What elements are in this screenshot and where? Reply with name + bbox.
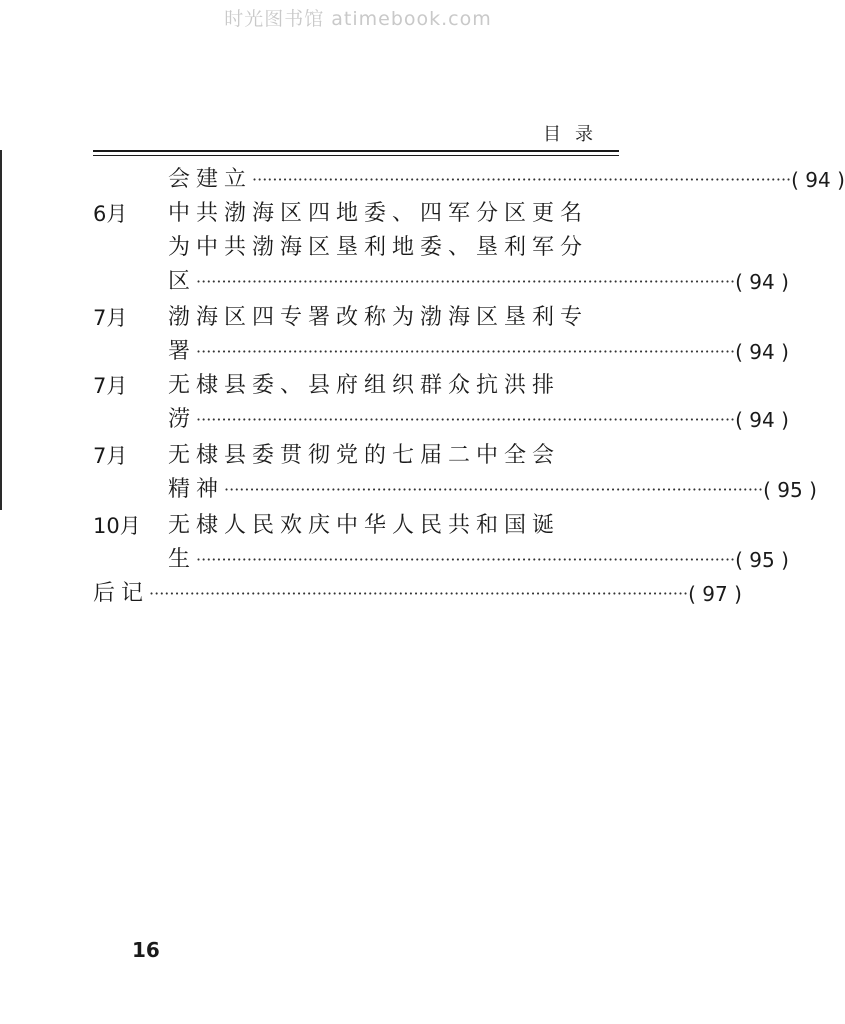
toc-entry-text: 无棣县委贯彻党的七届二中全会 [168, 443, 561, 468]
toc-entry-text: 精神 [168, 477, 225, 502]
toc-entry-last-line [168, 402, 789, 438]
dot-leader: ·········································································································· [149, 584, 689, 603]
toc-line [0, 334, 789, 370]
toc-page-number: ( 95 ) [735, 548, 789, 572]
toc-line [0, 576, 742, 612]
dot-leader: ·········································································································· [196, 550, 736, 569]
dot-leader: ·········································································································· [196, 342, 736, 361]
toc-entry-text: 后记 [93, 581, 150, 606]
toc-entry-text: 无棣人民欢庆中华人民共和国诞 [168, 513, 561, 538]
toc-page-number: ( 95 ) [763, 478, 817, 502]
toc-line [0, 196, 716, 232]
toc-page-number: ( 94 ) [735, 270, 789, 294]
toc-page-number: ( 94 ) [791, 168, 845, 192]
toc-page-number: ( 94 ) [735, 340, 789, 364]
toc-line [0, 472, 817, 508]
toc-entry-text: 会建立 [168, 167, 253, 192]
toc-line [0, 542, 789, 578]
dot-leader: ·········································································································· [196, 410, 736, 429]
toc-month: 10月 [93, 514, 141, 538]
header-rule-thick [93, 150, 619, 152]
toc-entry-text: 署 [168, 339, 197, 364]
toc-page-number: ( 97 ) [688, 582, 742, 606]
toc-month: 7月 [93, 306, 128, 330]
toc-entry-last-line [168, 264, 789, 300]
dot-leader: ·········································································································· [196, 272, 736, 291]
watermark: 时光图书馆 atimebook.com [224, 8, 492, 30]
running-head: 目录 [543, 124, 607, 145]
toc-entry-last-line [168, 542, 789, 578]
toc-entry-text: 涝 [168, 407, 197, 432]
toc-entry-text: 区 [168, 269, 197, 294]
toc-month: 6月 [93, 202, 128, 226]
dot-leader: ·········································································································· [252, 170, 792, 189]
toc-entry-last-line [168, 472, 817, 508]
toc-line [0, 402, 789, 438]
toc-line [0, 264, 789, 300]
toc-month: 7月 [93, 374, 128, 398]
toc-entry-last-line [168, 162, 845, 198]
dot-leader: ·········································································································· [224, 480, 764, 499]
toc-line [0, 368, 716, 404]
page-folio: 16 [132, 938, 160, 962]
toc-page-number: ( 94 ) [735, 408, 789, 432]
toc-entry-text: 为中共渤海区垦利地委、垦利军分 [168, 235, 589, 260]
toc-line [0, 300, 716, 336]
toc-entry-text: 无棣县委、县府组织群众抗洪排 [168, 373, 561, 398]
toc-entry-text: 渤海区四专署改称为渤海区垦利专 [168, 305, 589, 330]
toc-month: 7月 [93, 444, 128, 468]
toc-entry-text: 中共渤海区四地委、四军分区更名 [168, 201, 589, 226]
header-rule-thin [93, 155, 619, 156]
toc-entry-last-line [93, 576, 742, 612]
toc-line [0, 230, 716, 266]
toc-line [0, 162, 845, 198]
toc-entry-text: 生 [168, 547, 197, 572]
toc-line [0, 438, 716, 474]
toc-line [0, 508, 716, 544]
toc-entry-last-line [168, 334, 789, 370]
